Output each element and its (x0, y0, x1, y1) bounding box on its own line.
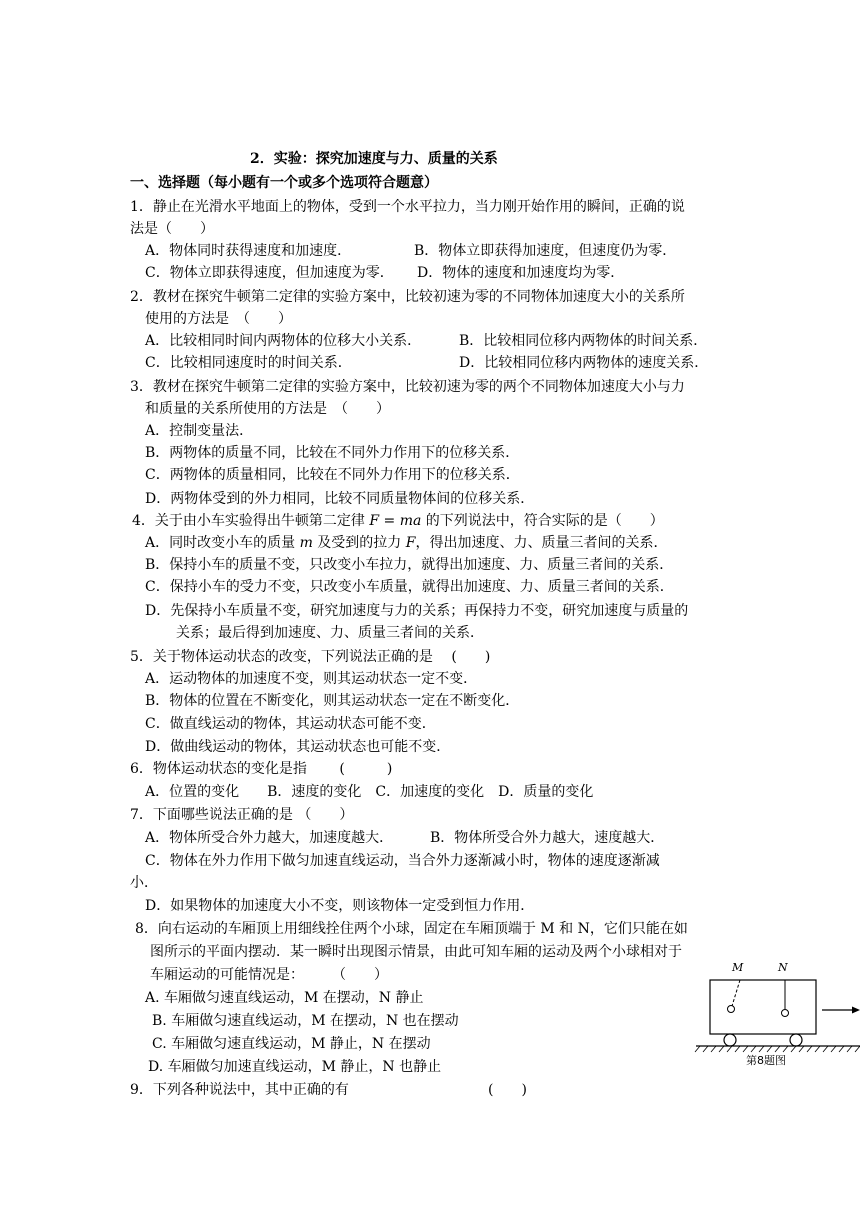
question-5-option-c: C．做直线运动的物体，其运动状态可能不变． (145, 716, 436, 732)
question-9-stem: 9．下列各种说法中，其中正确的有 (130, 1082, 349, 1098)
question-8-stem-line-1: 8．向右运动的车厢顶上用细线拴住两个小球，固定在车厢顶端于 M 和 N，它们只能在如 (135, 921, 688, 937)
wheel-left (724, 1034, 736, 1046)
question-1-option-a: A．物体同时获得速度和加速度． (145, 243, 352, 259)
question-8-stem-line-2: 图所示的平面内摆动．某一瞬时出现图示情景，由此可知车厢的运动及两个小球相对于 (150, 944, 682, 960)
question-4-option-a-mid: 及受到的拉力 (312, 535, 406, 551)
cart-pendulum-figure (692, 958, 860, 1070)
question-2-option-d: D．比较相同位移内两物体的速度关系． (459, 355, 709, 371)
symbol-mass: m (299, 535, 313, 551)
question-3-stem-line-1: 3．教材在探究牛顿第二定律的实验方案中，比较初速为零的两个不同物体加速度大小与力 (130, 379, 685, 395)
question-8-option-c: C. 车厢做匀速直线运动，M 静止，N 在摆动 (152, 1036, 431, 1052)
question-3-stem-line-2: 和质量的关系所使用的方法是 （ ） (145, 401, 390, 417)
question-1-option-d: D．物体的速度和加速度均为零． (417, 265, 625, 281)
section-heading: 一、选择题（每小题有一个或多个选项符合题意） (130, 175, 438, 191)
question-4-option-a-pre: A．同时改变小车的质量 (145, 535, 300, 551)
question-2-stem-line-1: 2．教材在探究牛顿第二定律的实验方案中，比较初速为零的不同物体加速度大小的关系所 (130, 289, 685, 305)
question-2-option-a: A．比较相同时间内两物体的位移大小关系． (145, 333, 422, 349)
page-title: 2．实验：探究加速度与力、质量的关系 (250, 151, 498, 167)
question-9-answer-paren: ( ) (488, 1082, 527, 1098)
question-5-option-a: A．运动物体的加速度不变，则其运动状态一定不变． (145, 671, 478, 687)
wheel-right (790, 1034, 802, 1046)
question-4-stem (132, 511, 664, 531)
question-3-option-d: D．两物体受到的外力相同，比较不同质量物体间的位移关系． (145, 491, 535, 507)
question-4-option-a (145, 533, 667, 553)
question-1-stem-line-1: 1．静止在光滑水平地面上的物体，受到一个水平拉力，当力刚开始作用的瞬间，正确的说 (130, 199, 685, 215)
figure-label-n: N (778, 961, 788, 974)
formula-mass-acceleration: ma (399, 513, 422, 529)
question-7-option-d: D．如果物体的加速度大小不变，则该物体一定受到恒力作用． (145, 898, 535, 914)
question-6-stem: 6．物体运动状态的变化是指 ( ) (130, 761, 393, 777)
question-4-option-b: B．保持小车的质量不变，只改变小车拉力，就得出加速度、力、质量三者间的关系． (145, 557, 674, 573)
question-5-option-d: D．做曲线运动的物体，其运动状态也可能不变． (145, 739, 451, 755)
question-8-option-b: B. 车厢做匀速直线运动，M 在摆动，N 也在摆动 (152, 1013, 459, 1029)
question-1-option-b: B．物体立即获得加速度，但速度仍为零． (414, 243, 677, 259)
string-m (732, 980, 740, 1006)
ball-n (782, 1010, 789, 1017)
motion-arrow-head (852, 1007, 860, 1014)
question-1-stem-line-2: 法是（ ） (130, 221, 214, 237)
question-8-option-d: D. 车厢做匀加速直线运动，M 静止，N 也静止 (148, 1059, 442, 1075)
question-7-option-c-line-1: C．物体在外力作用下做匀加速直线运动，当合外力逐渐减小时，物体的速度逐渐减 (145, 853, 660, 869)
carriage-body (710, 980, 816, 1034)
formula-equals: = (379, 513, 400, 529)
question-5-stem: 5．关于物体运动状态的改变，下列说法正确的是 ( ) (130, 649, 491, 665)
question-4-option-a-post: ，得出加速度、力、质量三者间的关系． (415, 535, 668, 551)
figure-caption: 第8题图 (746, 1054, 786, 1067)
ball-m (728, 1006, 735, 1013)
question-2-stem-line-2: 使用的方法是 （ ） (145, 311, 292, 327)
question-4-option-c: C．保持小车的受力不变，只改变小车质量，就得出加速度、力、质量三者间的关系． (145, 579, 674, 595)
formula-force: F (369, 513, 380, 529)
question-3-option-b: B．两物体的质量不同，比较在不同外力作用下的位移关系． (145, 445, 520, 461)
question-2-option-c: C．比较相同速度时的时间关系． (145, 355, 352, 371)
question-7-option-c-line-2: 小． (130, 875, 158, 891)
question-8-stem-line-3: 车厢运动的可能情况是： （ ） (150, 967, 388, 983)
question-3-option-c: C．两物体的质量相同，比较在不同外力作用下的位移关系． (145, 467, 520, 483)
question-7-option-b: B．物体所受合外力越大，速度越大． (430, 830, 665, 846)
question-4-option-d-line-1: D．先保持小车质量不变，研究加速度与力的关系；再保持力不变，研究加速度与质量的 (145, 603, 689, 619)
question-7-option-a: A．物体所受合外力越大，加速度越大． (145, 830, 394, 846)
question-1-option-c: C．物体立即获得速度，但加速度为零． (145, 265, 394, 281)
question-4-stem-post: 的下列说法中，符合实际的是（ ） (421, 513, 664, 529)
question-2-option-b: B．比较相同位移内两物体的时间关系． (459, 333, 708, 349)
question-3-option-a: A．控制变量法． (145, 423, 254, 439)
figure-label-m: M (732, 961, 744, 974)
question-6-options: A．位置的变化 B．速度的变化 C．加速度的变化 D．质量的变化 (145, 784, 594, 800)
question-4-option-d-line-2: 关系；最后得到加速度、力、质量三者间的关系． (176, 625, 484, 641)
symbol-force: F (405, 535, 416, 551)
ground-hatching (695, 1046, 860, 1052)
question-8-option-a: A. 车厢做匀速直线运动，M 在摆动，N 静止 (145, 990, 424, 1006)
question-5-option-b: B．物体的位置在不断变化，则其运动状态一定在不断变化． (145, 693, 520, 709)
question-4-stem-pre: 4．关于由小车实验得出牛顿第二定律 (132, 513, 370, 529)
question-7-stem: 7．下面哪些说法正确的是 （ ） (130, 807, 354, 823)
